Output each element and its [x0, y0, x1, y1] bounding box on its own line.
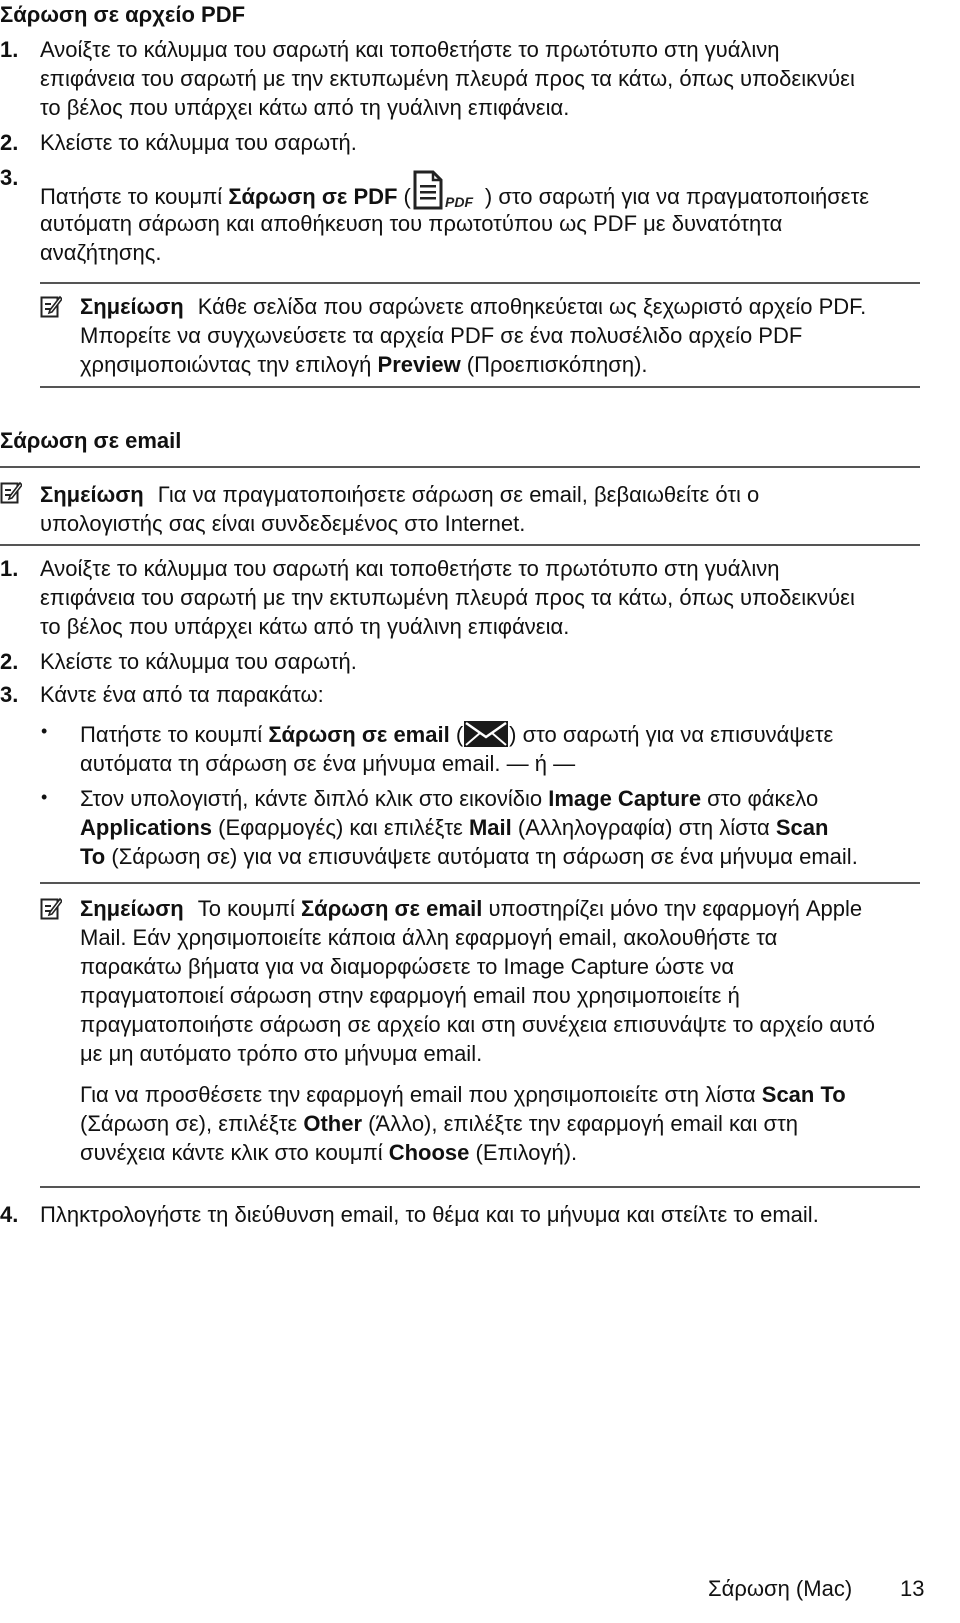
pdf-icon-label: PDF	[444, 194, 473, 210]
note-rule-bottom	[0, 544, 920, 546]
note-rule-bottom	[40, 1186, 920, 1188]
envelope-icon	[463, 724, 509, 748]
note-text-part: συνέχεια κάντε κλικ στο κουμπί	[80, 1140, 389, 1165]
note-rule-bottom	[40, 386, 920, 388]
bullet-text	[80, 720, 833, 749]
scan-label: Scan	[775, 815, 829, 840]
bullet: •	[41, 721, 48, 741]
scan-to-pdf-label: Σάρωση σε PDF	[228, 184, 398, 209]
note-icon	[40, 294, 60, 316]
note-text: υπολογιστής σας είναι συνδεδεμένος στο Internet.	[40, 511, 526, 536]
preview-label: Preview	[377, 352, 461, 377]
step-text: Κάντε ένα από τα παρακάτω:	[40, 682, 324, 707]
note-text: πραγματοποιεί σάρωση στην εφαρμογή email που χρησιμοποιείτε ή	[80, 983, 740, 1008]
step-text: Κλείστε το κάλυμμα του σαρωτή.	[40, 130, 357, 155]
footer-section-name: Σάρωση (Mac)	[708, 1576, 853, 1601]
bullet-text-part: Στον υπολογιστή, κάντε διπλό κλικ στο εικονίδιο	[80, 786, 549, 811]
step-number: 3.	[0, 165, 19, 190]
bullet-text-part: ) στο σαρωτή για να επισυνάψετε	[509, 722, 834, 747]
note-text	[80, 1138, 577, 1167]
step-text-part: Πατήστε το κουμπί	[40, 184, 229, 209]
note-label: Σημείωση	[80, 896, 184, 921]
note-rule-top	[40, 282, 920, 284]
note-text	[80, 894, 862, 923]
note-text: Mail. Εάν χρησιμοποιείτε κάποια άλλη εφαρμογή email, ακολουθήστε τα	[80, 925, 778, 950]
bullet-text	[80, 813, 828, 842]
image-capture-label: Image Capture	[548, 786, 702, 811]
section-title-pdf: Σάρωση σε αρχείο PDF	[0, 2, 246, 27]
note-text: Μπορείτε να συγχωνεύσετε τα αρχεία PDF σε ένα πολυσέλιδο αρχείο PDF	[80, 323, 803, 348]
note-text	[80, 292, 866, 321]
step-number: 3.	[0, 682, 19, 707]
step-text: το βέλος που υπάρχει κάτω από τη γυάλινη επιφάνεια.	[40, 95, 570, 120]
step-number: 2.	[0, 130, 19, 155]
step-number: 1.	[0, 37, 19, 62]
note-text: με μη αυτόματο τρόπο στο μήνυμα email.	[80, 1041, 483, 1066]
note-text-part: Για να προσθέσετε την εφαρμογή email που χρησιμοποιείτε στη λίστα	[80, 1082, 762, 1107]
bullet-text	[80, 784, 818, 813]
note-text-part: Το κουμπί	[197, 896, 301, 921]
step-text: επιφάνεια του σαρωτή με την εκτυπωμένη πλευρά προς τα κάτω, όπως υποδεικνύει	[40, 585, 855, 610]
note-text	[40, 480, 759, 509]
note-label: Σημείωση	[40, 482, 144, 507]
bullet-text: αυτόματα τη σάρωση σε ένα μήνυμα email. — ή —	[80, 751, 576, 776]
note-text-part: (Προεπισκόπηση).	[460, 352, 648, 377]
applications-label: Applications	[80, 815, 213, 840]
note-text-part: (Επιλογή).	[469, 1140, 578, 1165]
step-text: αναζήτησης.	[40, 240, 162, 265]
step-number: 2.	[0, 649, 19, 674]
note-rule-top	[0, 466, 920, 468]
note-label: Σημείωση	[80, 294, 184, 319]
note-icon	[40, 896, 60, 918]
paren: (	[397, 184, 411, 209]
step-number: 4.	[0, 1202, 19, 1227]
note-icon	[0, 480, 20, 502]
note-text-part: Για να πραγματοποιήσετε σάρωση σε email, βεβαιωθείτε ότι ο	[157, 482, 760, 507]
step-text: Ανοίξτε το κάλυμμα του σαρωτή και τοποθετήστε το πρωτότυπο στη γυάλινη	[40, 37, 780, 62]
step-text: Ανοίξτε το κάλυμμα του σαρωτή και τοποθετήστε το πρωτότυπο στη γυάλινη	[40, 556, 780, 581]
other-label: Other	[303, 1111, 363, 1136]
note-text	[80, 1080, 846, 1109]
paren: (	[449, 722, 464, 747]
choose-label: Choose	[388, 1140, 470, 1165]
scan-to-email-label: Σάρωση σε email	[300, 896, 483, 921]
note-text-part: (Σάρωση σε), επιλέξτε	[80, 1111, 304, 1136]
step-text: το βέλος που υπάρχει κάτω από τη γυάλινη επιφάνεια.	[40, 614, 570, 639]
scan-to-pdf-icon	[411, 180, 485, 210]
bullet-text-part: (Σάρωση σε) για να επισυνάψετε αυτόματα τη σάρωση σε ένα μήνυμα email.	[105, 844, 858, 869]
scan-to-label: Scan To	[761, 1082, 846, 1107]
mail-label: Mail	[468, 815, 512, 840]
step-text-part: ) στο σαρωτή για να πραγματοποιήσετε	[484, 184, 870, 209]
bullet: •	[41, 787, 48, 807]
note-text-part: Κάθε σελίδα που σαρώνετε αποθηκεύεται ως ξεχωριστό αρχείο PDF.	[197, 294, 867, 319]
step-number: 1.	[0, 556, 19, 581]
step-text: αυτόματη σάρωση και αποθήκευση του πρωτοτύπου ως PDF με δυνατότητα	[40, 211, 783, 236]
step-text: Πληκτρολογήστε τη διεύθυνση email, το θέμα και το μήνυμα και στείλτε το email.	[40, 1202, 819, 1227]
note-text: παρακάτω βήματα για να διαμορφώσετε το Image Capture ώστε να	[80, 954, 735, 979]
bullet-text	[80, 842, 858, 871]
note-text: πραγματοποιήστε σάρωση σε αρχείο και στη συνέχεια επισυνάψτε το αρχείο αυτό	[80, 1012, 876, 1037]
bullet-text-part: (Αλληλογραφία) στη λίστα	[511, 815, 776, 840]
step-text: επιφάνεια του σαρωτή με την εκτυπωμένη πλευρά προς τα κάτω, όπως υποδεικνύει	[40, 66, 855, 91]
bullet-text-part: Πατήστε το κουμπί	[80, 722, 269, 747]
bullet-text-part: στο φάκελο	[701, 786, 819, 811]
step-text: Κλείστε το κάλυμμα του σαρωτή.	[40, 649, 357, 674]
note-text	[80, 1109, 798, 1138]
note-text-part: χρησιμοποιώντας την επιλογή	[80, 352, 378, 377]
note-rule-top	[40, 882, 920, 884]
step-text	[40, 180, 869, 211]
note-text-part: (Άλλο), επιλέξτε την εφαρμογή email και στη	[362, 1111, 798, 1136]
to-label: To	[80, 844, 106, 869]
section-title-email: Σάρωση σε email	[0, 428, 182, 453]
page-number: 13	[900, 1576, 925, 1601]
note-text	[80, 350, 648, 379]
scan-to-email-label: Σάρωση σε email	[268, 722, 450, 747]
note-text-part: υποστηρίζει μόνο την εφαρμογή Apple	[482, 896, 863, 921]
bullet-text-part: (Εφαρμογές) και επιλέξτε	[212, 815, 469, 840]
